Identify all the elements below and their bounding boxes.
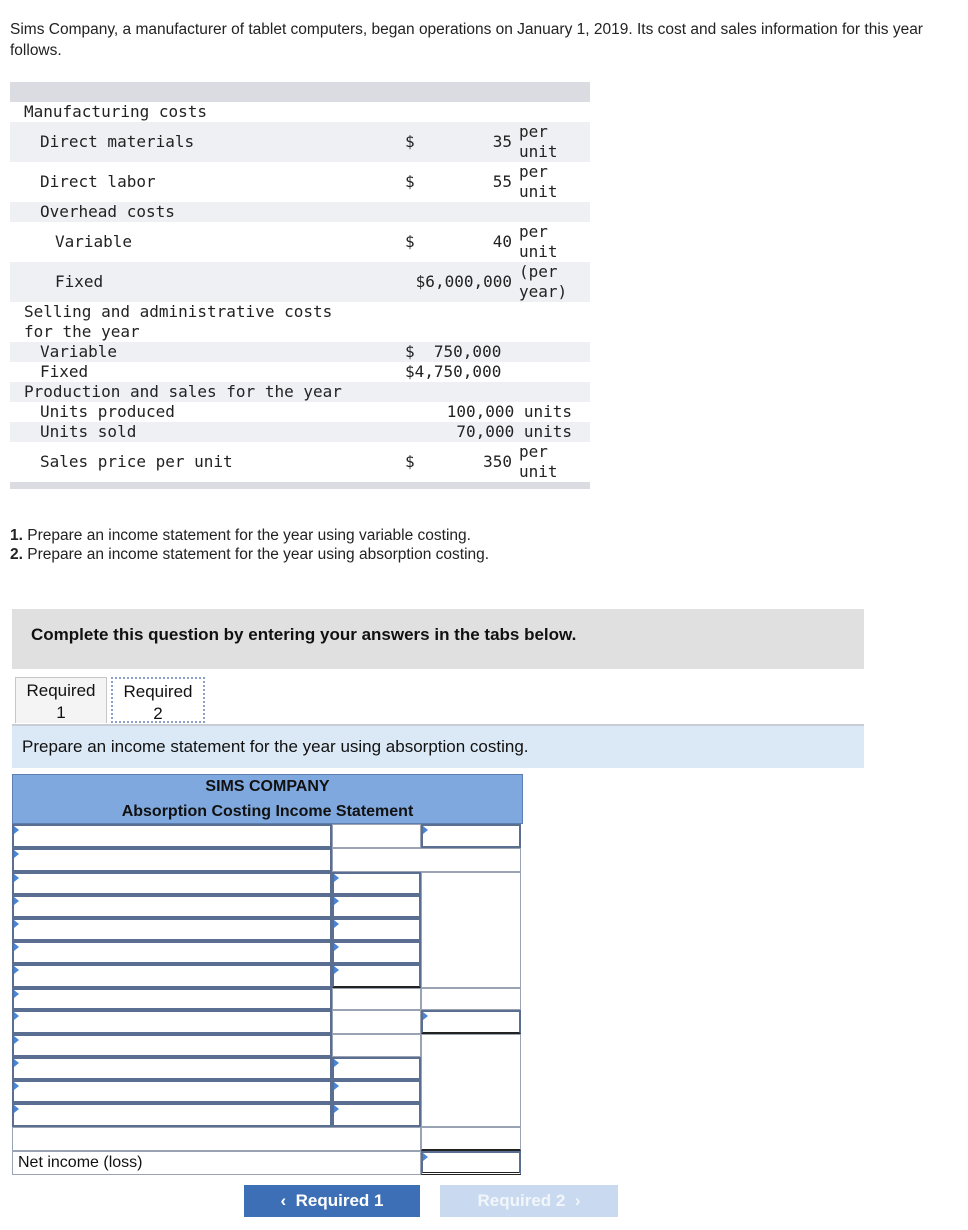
statement-amount-input[interactable]	[332, 918, 421, 941]
variable-overhead-unit1: per	[519, 222, 548, 241]
fixed-overhead-unit1: (per	[519, 262, 558, 281]
question-2: 2. Prepare an income statement for the year using absorption costing.	[10, 546, 490, 563]
direct-labor-unit2: unit	[519, 182, 558, 201]
row-direct-labor	[10, 162, 590, 202]
statement-label-input[interactable]	[12, 1057, 332, 1080]
direct-labor-unit1: per	[519, 162, 548, 181]
units-produced-label: Units produced	[40, 402, 175, 421]
statement-label-input[interactable]	[12, 918, 332, 941]
row-variable-overhead	[10, 222, 590, 262]
statement-amount-input[interactable]	[332, 964, 421, 988]
selling-admin-label-line1: Selling and administrative costs	[24, 302, 333, 321]
question-1: 1. Prepare an income statement for the year using variable costing.	[10, 527, 471, 544]
selling-admin-label-line2: for the year	[24, 322, 140, 341]
variable-overhead-amount: 40	[492, 232, 512, 251]
variable-overhead-currency: $	[405, 232, 415, 251]
direct-materials-label: Direct materials	[40, 132, 195, 151]
statement-label-input[interactable]	[12, 988, 332, 1010]
row-production-sales	[10, 382, 590, 402]
direct-materials-amount: 35	[492, 132, 512, 151]
sa-variable-amount: $ 750,000	[405, 342, 502, 361]
statement-label-input[interactable]	[12, 1034, 332, 1057]
statement-blank-cell	[332, 1010, 421, 1034]
direct-labor-amount: 55	[492, 172, 512, 191]
units-sold-amount: 70,000 units	[456, 422, 572, 441]
statement-label-input[interactable]	[12, 824, 332, 848]
row-manufacturing-costs	[10, 102, 590, 122]
direct-materials-unit2: unit	[519, 142, 558, 161]
net-income-row	[12, 1151, 421, 1175]
statement-label-input[interactable]	[12, 1080, 332, 1103]
statement-amount-input[interactable]	[332, 872, 421, 895]
row-overhead-costs	[10, 202, 590, 222]
tab-required-1[interactable]: Required 1	[15, 677, 107, 723]
statement-amount-input[interactable]	[421, 824, 521, 848]
row-direct-materials	[10, 122, 590, 162]
row-units-produced	[10, 402, 590, 422]
row-selling-admin	[10, 302, 590, 342]
statement-header	[12, 774, 523, 824]
statement-title: Absorption Costing Income Statement	[121, 803, 414, 820]
statement-blank-cell	[332, 824, 421, 848]
instructions-banner	[12, 609, 864, 669]
statement-blank-cell	[332, 988, 421, 1010]
statement-blank-cell	[421, 1127, 521, 1151]
statement-blank-cell	[421, 988, 521, 1010]
next-required-button[interactable]: Required 2 ›	[440, 1185, 618, 1217]
statement-label-input[interactable]	[12, 964, 332, 988]
statement-blank-cell	[421, 872, 521, 988]
cost-info-table	[10, 82, 590, 489]
sales-price-unit2: unit	[519, 462, 558, 481]
variable-overhead-unit2: unit	[519, 242, 558, 261]
direct-materials-currency: $	[405, 132, 415, 151]
statement-label-input[interactable]	[12, 1010, 332, 1034]
income-statement-form	[12, 774, 523, 1176]
sales-price-amount: 350	[483, 452, 512, 471]
statement-label-input[interactable]	[12, 1103, 332, 1127]
banner-text: Complete this question by entering your answers in the tabs below.	[31, 625, 577, 644]
fixed-overhead-label: Fixed	[55, 272, 104, 291]
sales-price-currency: $	[405, 452, 415, 471]
row-sa-variable	[10, 342, 590, 362]
net-income-input[interactable]	[421, 1151, 521, 1175]
statement-amount-input[interactable]	[332, 1080, 421, 1103]
table-bottom-bar	[10, 482, 590, 489]
fixed-overhead-amount: $6,000,000	[415, 272, 512, 291]
fixed-overhead-unit2: year)	[519, 282, 568, 301]
row-fixed-overhead	[10, 262, 590, 302]
tab-required-2[interactable]: Required 2	[111, 677, 205, 723]
statement-amount-input[interactable]	[332, 941, 421, 964]
table-top-bar	[10, 82, 590, 102]
sa-fixed-amount: $4,750,000	[405, 362, 502, 381]
sa-fixed-label: Fixed	[40, 362, 89, 381]
overhead-costs-label: Overhead costs	[40, 202, 175, 221]
row-sa-fixed	[10, 362, 590, 382]
tab-instruction-text: Prepare an income statement for the year using absorption costing.	[22, 737, 529, 756]
statement-blank-cell	[421, 1034, 521, 1127]
statement-label-input[interactable]	[12, 848, 332, 872]
direct-labor-currency: $	[405, 172, 415, 191]
direct-labor-label: Direct labor	[40, 172, 156, 191]
prev-required-button[interactable]: ‹ Required 1	[244, 1185, 420, 1217]
questions-list	[10, 526, 489, 564]
net-income-label: Net income (loss)	[18, 1154, 143, 1171]
statement-blank-cell	[332, 848, 521, 872]
statement-amount-input[interactable]	[421, 1010, 521, 1034]
statement-amount-input[interactable]	[332, 895, 421, 918]
statement-label-input[interactable]	[12, 872, 332, 895]
chevron-left-icon: ‹	[280, 1191, 287, 1210]
production-sales-label: Production and sales for the year	[24, 382, 342, 401]
sales-price-unit1: per	[519, 442, 548, 461]
units-produced-amount: 100,000 units	[446, 402, 572, 421]
statement-blank-cell	[332, 1034, 421, 1057]
manufacturing-costs-label: Manufacturing costs	[24, 102, 208, 121]
variable-overhead-label: Variable	[55, 232, 133, 251]
statement-blank-cell	[12, 1127, 421, 1151]
chevron-right-icon: ›	[574, 1191, 581, 1210]
row-sales-price	[10, 442, 590, 482]
statement-company: SIMS COMPANY	[205, 778, 330, 795]
problem-intro: Sims Company, a manufacturer of tablet computers, began operations on January 1, 2019. Its cost and sales information for this year follows.	[10, 21, 923, 59]
sa-variable-label: Variable	[40, 342, 118, 361]
statement-amount-input[interactable]	[332, 1057, 421, 1080]
tab-instruction	[12, 726, 864, 768]
statement-label-input[interactable]	[12, 895, 332, 918]
units-sold-label: Units sold	[40, 422, 137, 441]
direct-materials-unit1: per	[519, 122, 548, 141]
statement-amount-input[interactable]	[332, 1103, 421, 1127]
row-units-sold	[10, 422, 590, 442]
sales-price-label: Sales price per unit	[40, 452, 233, 471]
statement-label-input[interactable]	[12, 941, 332, 964]
